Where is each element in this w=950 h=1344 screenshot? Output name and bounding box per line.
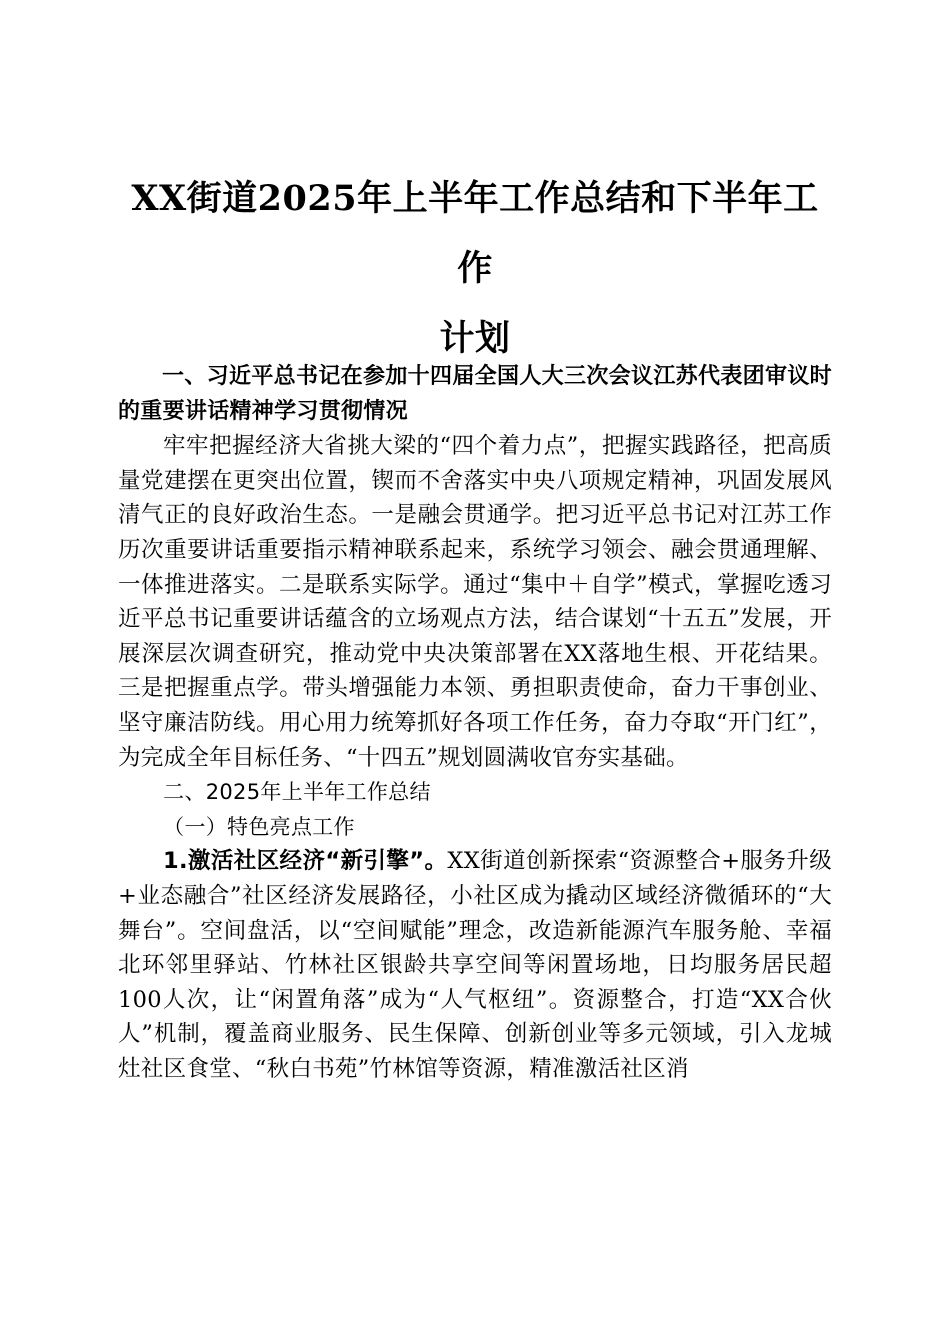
document-body (118, 360, 832, 1086)
section-2-heading: 二、2025年上半年工作总结 (163, 780, 431, 805)
item-1-lead: 1.激活社区经济“新引擎”。 (163, 848, 448, 875)
document-page (118, 0, 832, 1344)
item-1-paragraph (118, 844, 832, 1086)
section-1-paragraph: 牢牢把握经济大省挑大梁的“四个着力点”，把握实践路径，把高质量党建摆在更突出位置，锲而不舍落实中央八项规定精神，巩固发展风清气正的良好政治生态。一是融会贯通学。把习近平总书记对江苏工作历次重要讲话重要指示精神联系起来，系统学习领会、融会贯通理解、一体推进落实。二是联系实际学。通过“集中＋自学”模式，掌握吃透习近平总书记重要讲话蕴含的立场观点方法，结合谋划“十五五”发展，开展深层次调查研究，推动党中央决策部署在XX落地生根、开花结果。三是把握重点学。带头增强能力本领、勇担职责使命，奋力干事创业、坚守廉洁防线。用心用力统筹抓好各项工作任务，奋力夺取“开门红”，为完成全年目标任务、“十四五”规划圆满收官夯实基础。 (118, 433, 832, 771)
title-line-1: XX街道2025年上半年工作总结和下半年工作 (131, 178, 819, 289)
subsection-1-heading: （一）特色亮点工作 (163, 814, 355, 839)
section-1-heading: 一、习近平总书记在参加十四届全国人大三次会议江苏代表团审议时的重要讲话精神学习贯彻情况 (118, 364, 832, 424)
document-title (118, 164, 832, 374)
title-line-2: 计划 (439, 318, 511, 359)
item-1-text: XX街道创新探索“资源整合+服务升级+业态融合”社区经济发展路径，小社区成为撬动区域经济微循环的“大舞台”。空间盘活，以“空间赋能”理念，改造新能源汽车服务舱、幸福北环邻里驿站、竹林社区银龄共享空间等闲置场地，日均服务居民超100人次，让“闲置角落”成为“人气枢纽”。资源整合，打造“XX合伙人”机制，覆盖商业服务、民生保障、创新创业等多元领域，引入龙城灶社区食堂、“秋白书苑”竹林馆等资源，精准激活社区消 (118, 848, 832, 1082)
